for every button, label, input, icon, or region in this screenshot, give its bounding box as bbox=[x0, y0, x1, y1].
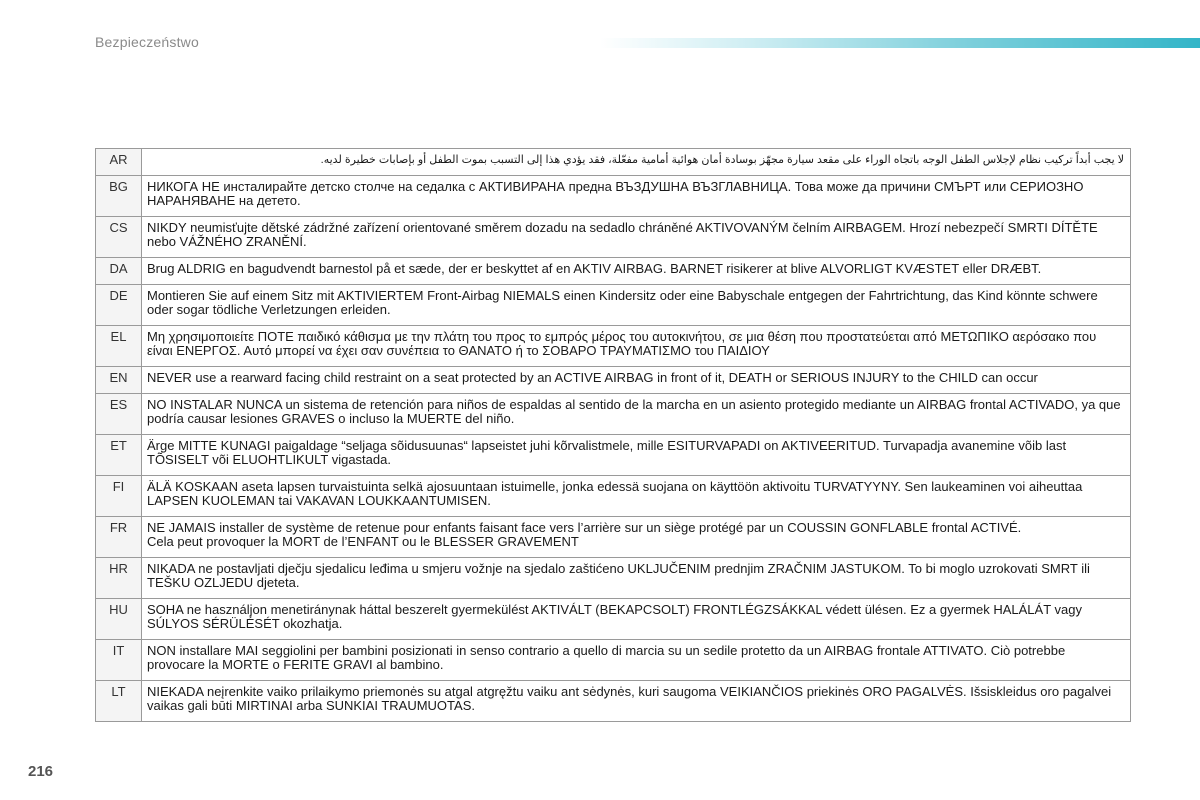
language-code: EN bbox=[96, 367, 142, 394]
airbag-warning-table bbox=[95, 148, 1131, 722]
language-code: FI bbox=[96, 476, 142, 517]
table-row bbox=[96, 149, 1131, 176]
header-accent-bar bbox=[600, 38, 1200, 48]
language-code: HR bbox=[96, 558, 142, 599]
table-row bbox=[96, 640, 1131, 681]
language-code: AR bbox=[96, 149, 142, 176]
language-code: ET bbox=[96, 435, 142, 476]
warning-text: ÄLÄ KOSKAAN aseta lapsen turvaistuinta selkä ajosuuntaan istuimelle, jonka edessä suojana on käyttöön aktivoitu TURVATYYNY. Sen laukeaminen voi aiheuttaa LAPSEN KUOLEMAN tai VAKAVAN LOUKKAANTUMISEN. bbox=[142, 476, 1131, 517]
language-code: DE bbox=[96, 285, 142, 326]
language-code: CS bbox=[96, 217, 142, 258]
language-code: EL bbox=[96, 326, 142, 367]
warning-text: NEVER use a rearward facing child restraint on a seat protected by an ACTIVE AIRBAG in front of it, DEATH or SERIOUS INJURY to the CHILD can occur bbox=[142, 367, 1131, 394]
language-code: IT bbox=[96, 640, 142, 681]
table-row bbox=[96, 326, 1131, 367]
warning-text: Μη χρησιμοποιείτε ΠΟΤΕ παιδικό κάθισμα με την πλάτη του προς το εμπρός μέρος του αυτοκινήτου, σε μια θέση που προστατεύεται από ΜΕΤΩΠΙΚΟ αερόσακο που είναι ΕΝΕΡΓΟΣ. Αυτό μπορεί να έχει σαν συνέπεια το ΘΑΝΑΤΟ ή το ΣΟΒΑΡΟ ΤΡΑΥΜΑΤΙΣΜΟ του ΠΑΙΔΙΟΥ bbox=[142, 326, 1131, 367]
table-row bbox=[96, 258, 1131, 285]
warning-text: NIKADA ne postavljati dječju sjedalicu leđima u smjeru vožnje na sjedalo zaštićeno UKLJUČENIM prednjim ZRAČNIM JASTUKOM. To bi moglo uzrokovati SMRT ili TEŠKU OZLJEDU djeteta. bbox=[142, 558, 1131, 599]
warning-text: НИКОГА НЕ инсталирайте детско столче на седалка с АКТИВИРАНА предна ВЪЗДУШНА ВЪЗГЛАВНИЦА. Това може да причини СМЪРТ или СЕРИОЗНО НАРАНЯВАНЕ на детето. bbox=[142, 176, 1131, 217]
table-row bbox=[96, 367, 1131, 394]
table-row bbox=[96, 599, 1131, 640]
table-row bbox=[96, 558, 1131, 599]
table-row bbox=[96, 681, 1131, 722]
warning-text: NE JAMAIS installer de système de retenue pour enfants faisant face vers l’arrière sur un siège protégé par un COUSSIN GONFLABLE frontal ACTIVÉ. Cela peut provoquer la MORT de l’ENFANT ou le BLESSER GRAVEMENT bbox=[142, 517, 1131, 558]
table-row bbox=[96, 517, 1131, 558]
warning-text: Brug ALDRIG en bagudvendt barnestol på et sæde, der er beskyttet af en AKTIV AIRBAG. BARNET risikerer at blive ALVORLIGT KVÆSTET eller DRÆBT. bbox=[142, 258, 1131, 285]
warning-text: Montieren Sie auf einem Sitz mit AKTIVIERTEM Front-Airbag NIEMALS einen Kindersitz oder eine Babyschale entgegen der Fahrtrichtung, das Kind könnte schwere oder sogar tödliche Verletzungen erleiden. bbox=[142, 285, 1131, 326]
table-row bbox=[96, 435, 1131, 476]
language-code: DA bbox=[96, 258, 142, 285]
language-code: ES bbox=[96, 394, 142, 435]
warning-text: NO INSTALAR NUNCA un sistema de retención para niños de espaldas al sentido de la marcha en un asiento protegido mediante un AIRBAG frontal ACTIVADO, ya que podría causar lesiones GRAVES o incluso la MUERTE del niño. bbox=[142, 394, 1131, 435]
table-row bbox=[96, 394, 1131, 435]
table-row bbox=[96, 217, 1131, 258]
page-number: 216 bbox=[28, 763, 54, 780]
warning-text: SOHA ne használjon menetiránynak háttal beszerelt gyermekülést AKTIVÁLT (BEKAPCSOLT) FRONTLÉGZSÁKKAL védett ülésen. Ez a gyermek HALÁLÁT vagy SÚLYOS SÉRÜLÉSÉT okozhatja. bbox=[142, 599, 1131, 640]
table-row bbox=[96, 285, 1131, 326]
language-code: LT bbox=[96, 681, 142, 722]
warning-text: لا يجب أبداً تركيب نظام لإجلاس الطفل الوجه باتجاه الوراء على مقعد سيارة مجهّز بوسادة أمان هوائية أمامية مفعّلة، فقد يؤدي هذا إلى التسبب بموت الطفل أو بإصابات خطيرة لديه. bbox=[142, 149, 1131, 176]
warning-text: NON installare MAI seggiolini per bambini posizionati in senso contrario a quello di marcia su un sedile protetto da un AIRBAG frontale ATTIVATO. Ciò potrebbe provocare la MORTE o FERITE GRAVI al bambino. bbox=[142, 640, 1131, 681]
language-code: BG bbox=[96, 176, 142, 217]
language-code: FR bbox=[96, 517, 142, 558]
warning-text: Ärge MITTE KUNAGI paigaldage “seljaga sõidusuunas“ lapseistet juhi kõrvalistmele, mille ESITURVAPADI on AKTIVEERITUD. Turvapadja avanemine võib last TÕSISELT või ELUOHTLIKULT vigastada. bbox=[142, 435, 1131, 476]
language-code: HU bbox=[96, 599, 142, 640]
table-row bbox=[96, 476, 1131, 517]
warning-text: NIKDY neumisťujte dětské zádržné zařízení orientované směrem dozadu na sedadlo chráněné AKTIVOVANÝM čelním AIRBAGEM. Hrozí nebezpečí SMRTI DÍTĚTE nebo VÁŽNÉHO ZRANĚNÍ. bbox=[142, 217, 1131, 258]
warning-text: NIEKADA neįrenkite vaiko prilaikymo priemonės su atgal atgręžtu vaiku ant sėdynės, kuri saugoma VEIKIANČIOS priekinės ORO PAGALVĖS. Išsiskleidus oro pagalvei vaikas gali būti MIRTINAI arba SUNKIAI TRAUMUOTAS. bbox=[142, 681, 1131, 722]
table-row bbox=[96, 176, 1131, 217]
section-title: Bezpieczeństwo bbox=[95, 34, 199, 50]
